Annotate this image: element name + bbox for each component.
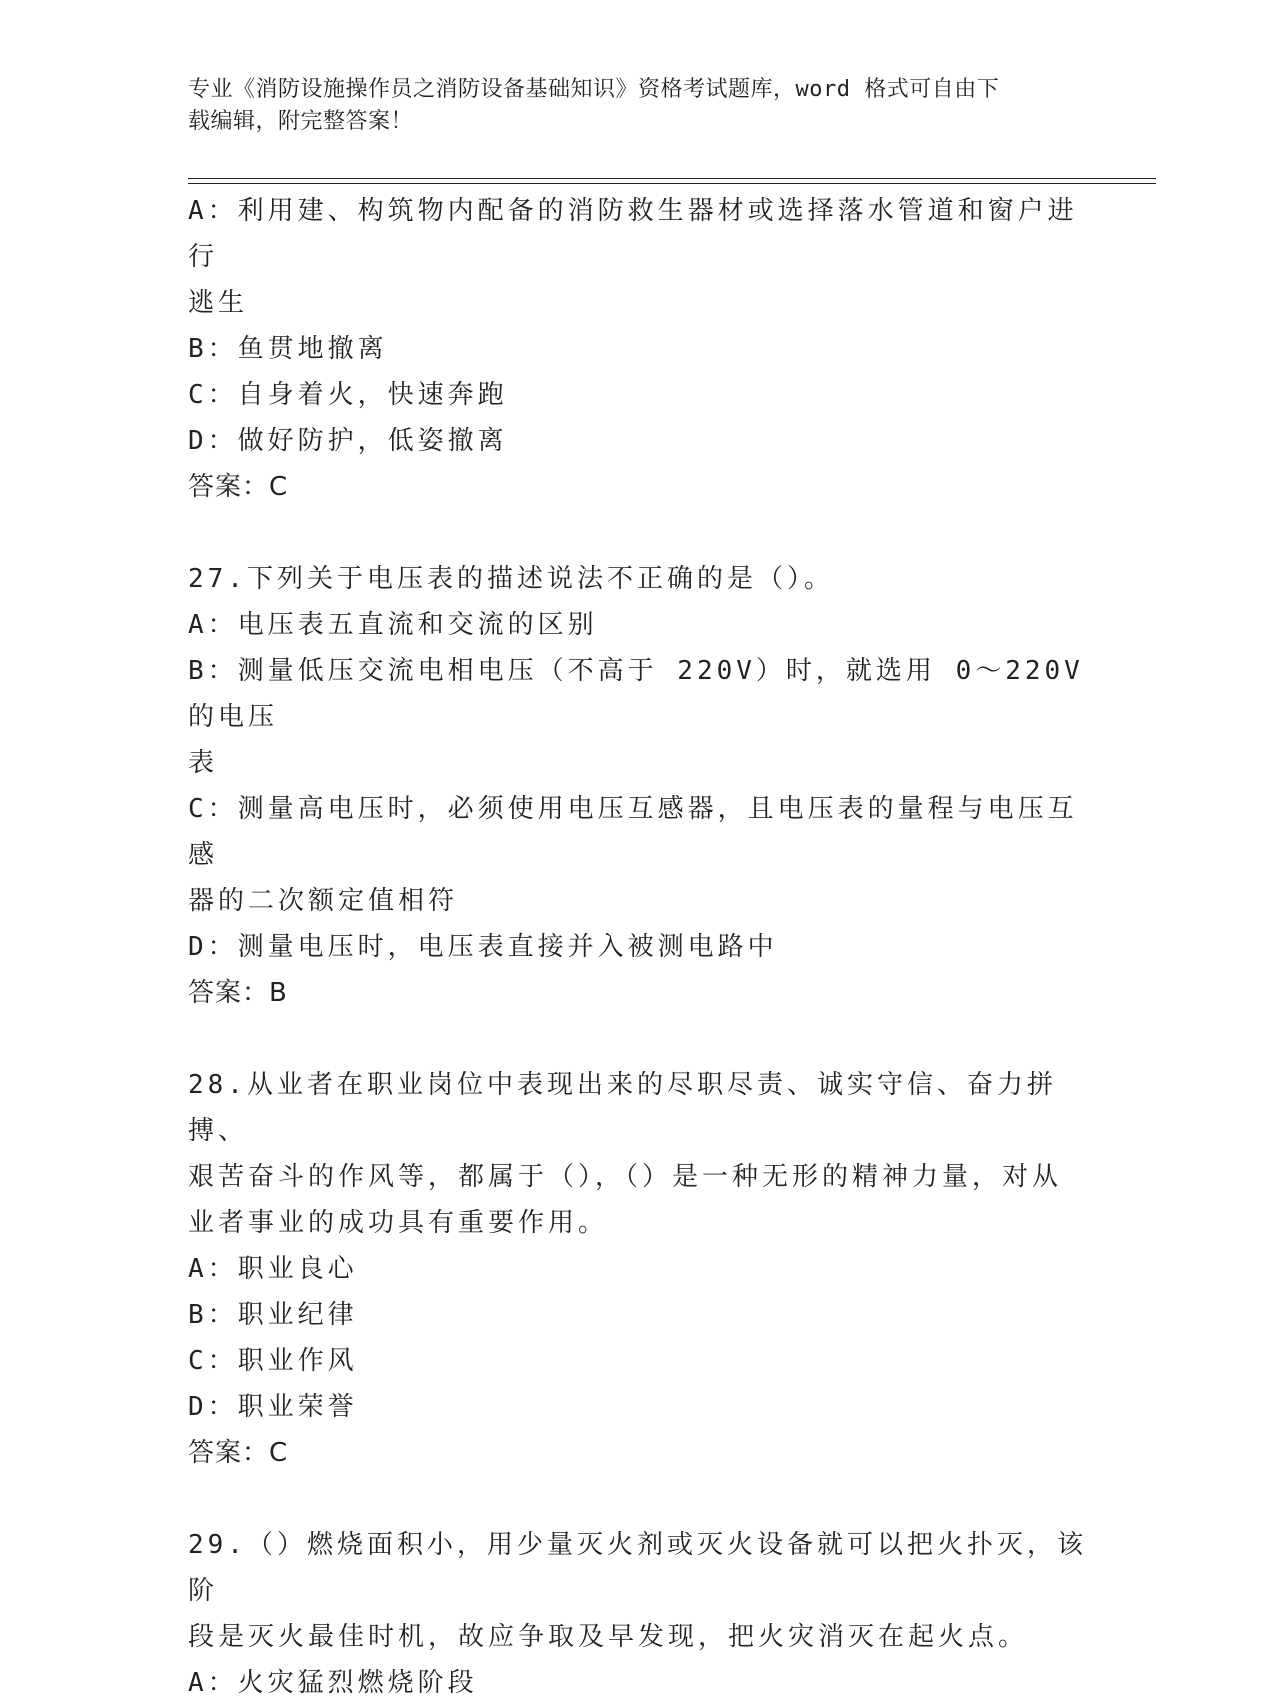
- option-d: D：职业荣誉: [188, 1392, 358, 1422]
- option-a-line-2: 逃生: [188, 288, 249, 318]
- header-divider-top: [188, 178, 1156, 179]
- question-28: [188, 1062, 1088, 1476]
- option-a: A：电压表五直流和交流的区别: [188, 610, 598, 640]
- option-c: C：职业作风: [188, 1346, 358, 1376]
- option-b: B：鱼贯地撤离: [188, 334, 388, 364]
- option-a: A：职业良心: [188, 1254, 358, 1284]
- document-body: [188, 188, 1104, 1706]
- answer: 答案：B: [188, 978, 288, 1008]
- question-gap: [188, 510, 1088, 556]
- option-b-line-1: B：测量低压交流电相电压（不高于 220V）时，就选用 0～220V 的电压: [188, 656, 1104, 732]
- answer: 答案：C: [188, 472, 289, 502]
- question-text-line-1: 29.（）燃烧面积小，用少量灭火剂或灭火设备就可以把火扑灭，该阶: [188, 1530, 1087, 1606]
- question-26-options: [188, 188, 1088, 510]
- question-text-line-3: 业者事业的成功具有重要作用。: [188, 1208, 609, 1238]
- option-d: D：做好防护，低姿撤离: [188, 426, 508, 456]
- question-gap: [188, 1476, 1088, 1522]
- header-line-1: 专业《消防设施操作员之消防设备基础知识》资格考试题库，word 格式可自由下: [188, 77, 1000, 102]
- question-29: [188, 1522, 1088, 1706]
- question-27: [188, 556, 1104, 1016]
- option-b-line-2: 表: [188, 748, 219, 778]
- option-a-line-1: A：利用建、构筑物内配备的消防救生器材或选择落水管道和窗户进行: [188, 196, 1078, 272]
- question-text: 27.下列关于电压表的描述说法不正确的是（）。: [188, 564, 834, 594]
- header-divider-bottom: [188, 183, 1156, 184]
- answer: 答案：C: [188, 1438, 289, 1468]
- question-text-line-2: 艰苦奋斗的作风等，都属于（），（）是一种无形的精神力量，对从: [188, 1162, 1063, 1192]
- question-text-line-2: 段是灭火最佳时机，故应争取及早发现，把火灾消灭在起火点。: [188, 1622, 1029, 1652]
- header-line-2: 载编辑，附完整答案！: [188, 109, 414, 134]
- option-b: B：职业纪律: [188, 1300, 358, 1330]
- document-header: [188, 74, 1068, 138]
- option-a: A：火灾猛烈燃烧阶段: [188, 1668, 478, 1698]
- question-gap: [188, 1016, 1088, 1062]
- option-d: D：测量电压时，电压表直接并入被测电路中: [188, 932, 778, 962]
- question-text-line-1: 28.从业者在职业岗位中表现出来的尽职尽责、诚实守信、奋力拼搏、: [188, 1070, 1057, 1146]
- option-c: C：自身着火，快速奔跑: [188, 380, 508, 410]
- option-c-line-1: C：测量高电压时，必须使用电压互感器，且电压表的量程与电压互感: [188, 794, 1078, 870]
- option-c-line-2: 器的二次额定值相符: [188, 886, 459, 916]
